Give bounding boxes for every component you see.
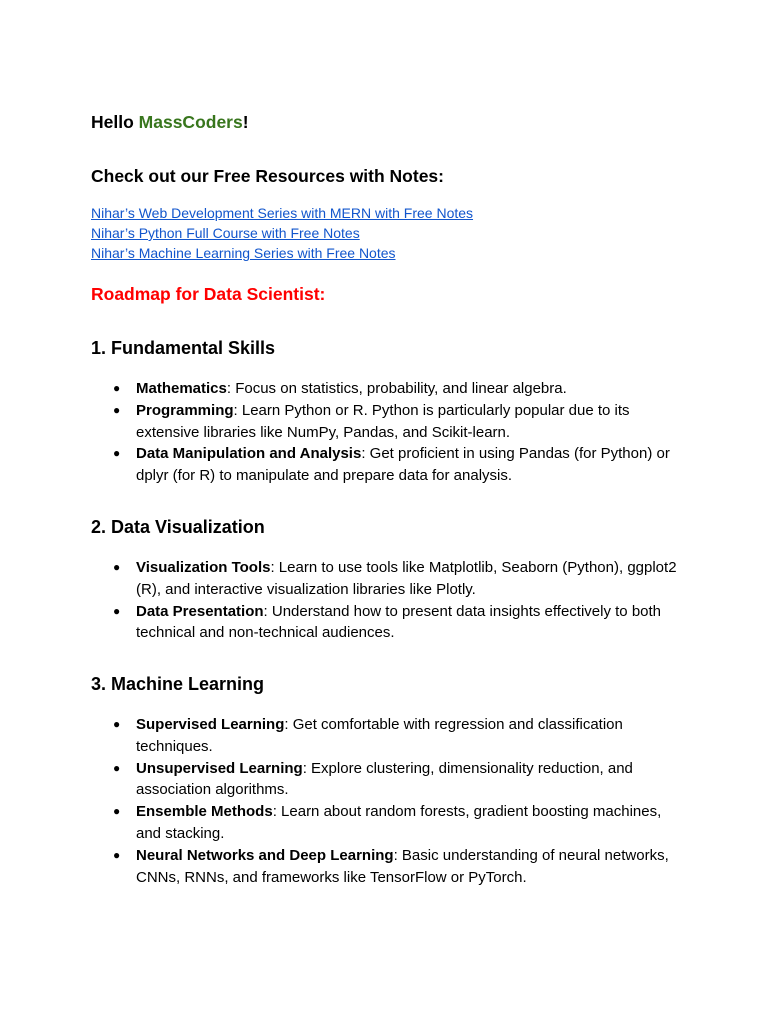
- resource-links: [91, 203, 473, 263]
- greeting-heading: [91, 111, 249, 133]
- list-item: [113, 443, 683, 487]
- section-heading-machine-learning: 3. Machine Learning: [91, 674, 265, 694]
- section-heading-data-visualization: 2. Data Visualization: [91, 517, 265, 537]
- list-item: [113, 557, 683, 601]
- bullet-icon: ●: [113, 603, 121, 618]
- item-term: Visualization Tools: [136, 559, 271, 576]
- list-item: [113, 758, 683, 802]
- link-machine-learning-series[interactable]: Nihar’s Machine Learning Series with Free Notes: [91, 245, 396, 261]
- section-heading-fundamental-skills: 1. Fundamental Skills: [91, 338, 276, 358]
- item-text: : Get comfortable with regression and classification techniques.: [136, 716, 623, 755]
- item-text: : Get proficient in using Pandas (for Python) or dplyr (for R) to manipulate and prepare data for analysis.: [136, 445, 670, 485]
- brand-name: MassCoders: [138, 112, 243, 132]
- item-text: : Learn to use tools like Matplotlib, Seaborn (Python), ggplot2 (R), and interactive visualization libraries like Plotly.: [136, 559, 677, 598]
- item-text: : Learn about random forests, gradient boosting machines, and stacking.: [136, 803, 662, 842]
- roadmap-heading: Roadmap for Data Scientist:: [91, 284, 326, 304]
- bullet-icon: ●: [113, 446, 121, 461]
- item-term: Ensemble Methods: [136, 803, 273, 821]
- item-text: : Basic understanding of neural networks, CNNs, RNNs, and frameworks like TensorFlow or PyTorch.: [136, 846, 669, 886]
- list-item: [113, 400, 683, 444]
- bullet-icon: ●: [113, 760, 121, 775]
- list-item: [113, 601, 683, 645]
- item-text: : Understand how to present data insights effectively to both technical and non-technical audiences.: [136, 602, 662, 642]
- item-text: : Focus on statistics, probability, and linear algebra.: [226, 380, 567, 397]
- greeting-prefix: Hello: [91, 112, 139, 132]
- item-term: Data Manipulation and Analysis: [136, 445, 362, 463]
- bullet-icon: ●: [113, 847, 121, 862]
- item-term: Neural Networks and Deep Learning: [136, 846, 394, 864]
- list-item: [113, 714, 683, 758]
- item-text: : Learn Python or R. Python is particularly popular due to its extensive libraries like NumPy, Pandas, and Scikit-learn.: [136, 401, 630, 441]
- list-item: [113, 378, 683, 400]
- bullet-icon: ●: [113, 717, 121, 731]
- list-item: [113, 801, 683, 845]
- item-term: Programming: [136, 401, 234, 419]
- link-python-full-course[interactable]: Nihar’s Python Full Course with Free Notes: [91, 225, 360, 241]
- link-web-development-series[interactable]: Nihar’s Web Development Series with MERN with Free Notes: [91, 205, 474, 221]
- bullet-icon: ●: [113, 402, 121, 417]
- item-text: : Explore clustering, dimensionality reduction, and association algorithms.: [136, 759, 633, 799]
- machine-learning-list: [113, 714, 683, 888]
- list-item: [113, 845, 683, 889]
- resources-heading: Check out our Free Resources with Notes:: [91, 166, 444, 186]
- item-term: Unsupervised Learning: [136, 759, 303, 777]
- item-term: Mathematics: [136, 380, 227, 397]
- bullet-icon: ●: [113, 804, 121, 819]
- bullet-icon: ●: [113, 560, 121, 574]
- item-term: Supervised Learning: [136, 716, 285, 733]
- data-visualization-list: [113, 557, 683, 644]
- item-term: Data Presentation: [136, 602, 264, 620]
- fundamental-skills-list: [113, 378, 683, 487]
- greeting-suffix: !: [242, 112, 249, 132]
- bullet-icon: ●: [113, 381, 121, 395]
